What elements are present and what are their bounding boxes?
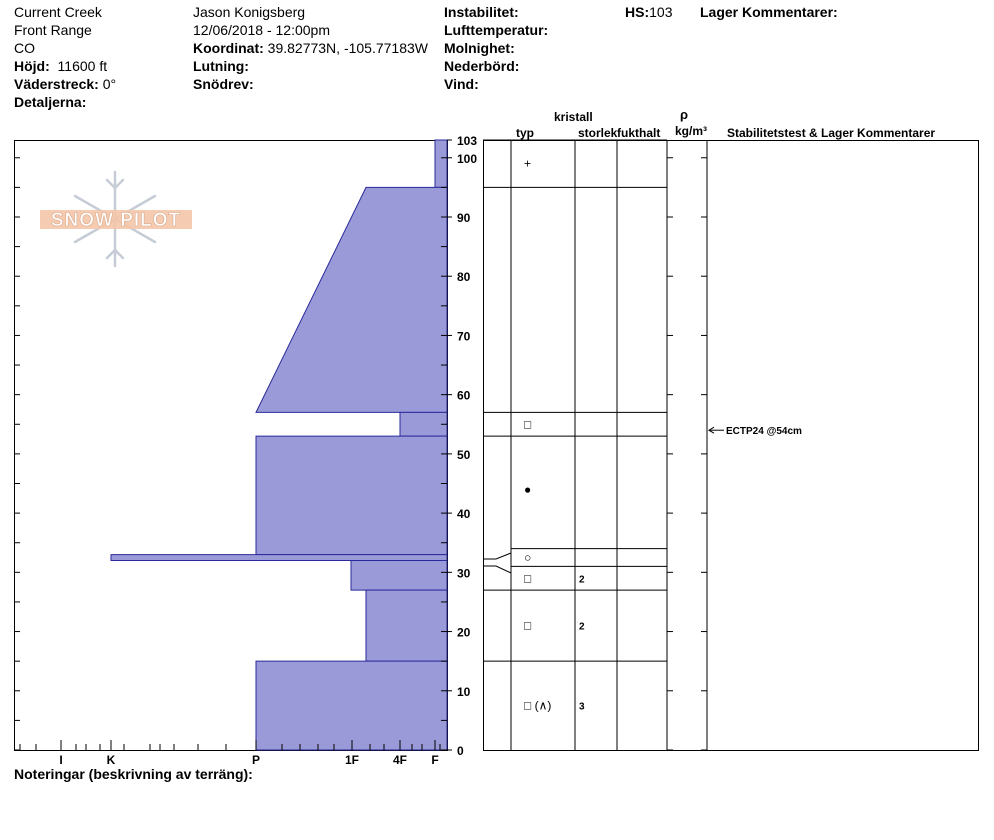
depth-label: 103 (457, 134, 478, 148)
crystal-header: kristall (554, 110, 593, 124)
coordinates-value: 39.82773N, -105.77183W (267, 40, 428, 56)
aspect-label: Väderstreck: (14, 76, 99, 92)
stability-test-marks (709, 426, 802, 437)
snowpilot-logo (40, 172, 192, 266)
crystal-size: 2 (579, 574, 585, 586)
hardness-layers (111, 140, 447, 750)
depth-label: 70 (457, 329, 471, 344)
layer-connector (483, 553, 511, 559)
depth-label: 90 (457, 210, 471, 225)
depth-label: 60 (457, 388, 471, 403)
slope-label: Lutning: (193, 58, 249, 74)
layer-table-grid (483, 140, 707, 750)
type-header: typ (516, 126, 534, 140)
wind-label: Vind: (444, 76, 479, 92)
precip-label: Nederbörd: (444, 58, 520, 74)
crystal-size: 2 (579, 621, 585, 633)
size-header: storlek (578, 126, 618, 140)
hardness-layer (400, 412, 447, 436)
stability-label: Instabilitet: (444, 4, 519, 20)
hardness-label: P (251, 753, 261, 767)
crystal-type-symbol: □ (524, 417, 532, 432)
hardness-layer (111, 555, 447, 561)
layer-table-frame (484, 141, 979, 751)
aspect-value: 0° (102, 76, 117, 92)
layer-comments-label: Lager Kommentarer: (700, 4, 838, 20)
crystal-type-symbol: □ (524, 571, 532, 586)
depth-label: 30 (457, 566, 471, 581)
range-name: Front Range (14, 22, 92, 38)
depth-axis (447, 134, 477, 758)
hardness-label: K (106, 753, 116, 767)
elevation-label: Höjd: (14, 58, 50, 74)
depth-label: 100 (457, 151, 478, 166)
hardness-label: F (431, 753, 439, 767)
crystal-type-symbol: + (524, 156, 532, 171)
elevation-value: 11600 ft (57, 58, 108, 74)
density-header: kg/m³ (675, 124, 708, 138)
snowpilot-logo-text: SNOW PILOT (50, 210, 182, 231)
hardness-label: 4F (392, 753, 408, 767)
layer-connector (483, 566, 511, 573)
hardness-label: 1F (344, 753, 360, 767)
crystal-type-symbol: □ (524, 618, 532, 633)
depth-label: 10 (457, 684, 471, 699)
hs-value: 103 (649, 4, 673, 20)
observer-name: Jason Konigsberg (193, 4, 306, 20)
depth-label: 0 (457, 744, 464, 758)
wind-loading-label: Snödrev: (193, 76, 254, 92)
crystal-type-symbol: □ (∧) (524, 698, 552, 713)
sky-label: Molnighet: (444, 40, 515, 56)
location-name: Current Creek (14, 4, 102, 20)
hardness-layer (351, 560, 447, 590)
hardness-layer (256, 187, 447, 412)
depth-label: 20 (457, 625, 471, 640)
hardness-label: I (59, 753, 63, 767)
details-label: Detaljerna: (14, 94, 87, 110)
observation-datetime: 12/06/2018 - 12:00pm (193, 22, 330, 38)
hardness-layer (256, 661, 447, 750)
hardness-layer (366, 590, 447, 661)
crystal-type-symbol: ● (524, 482, 532, 497)
depth-label: 80 (457, 270, 471, 285)
crystal-size: 3 (579, 701, 585, 713)
stability-tests-header: Stabilitetstest & Lager Kommentarer (727, 126, 936, 140)
layer-table-rows (524, 157, 585, 713)
depth-label: 40 (457, 507, 471, 522)
notes-label: Noteringar (beskrivning av terräng): (14, 766, 253, 782)
hardness-layer (435, 140, 447, 187)
coordinates-label: Koordinat: (193, 40, 264, 56)
moisture-header: fukthalt (617, 126, 661, 140)
hardness-layer (256, 436, 447, 554)
depth-label: 50 (457, 447, 471, 462)
rho-header: ρ (680, 107, 689, 122)
stability-test-label: ECTP24 @54cm (726, 426, 802, 438)
air-temp-label: Lufttemperatur: (444, 22, 549, 38)
crystal-type-symbol: ○ (524, 550, 532, 565)
hs-label: HS: (625, 4, 650, 20)
state-name: CO (14, 40, 35, 56)
